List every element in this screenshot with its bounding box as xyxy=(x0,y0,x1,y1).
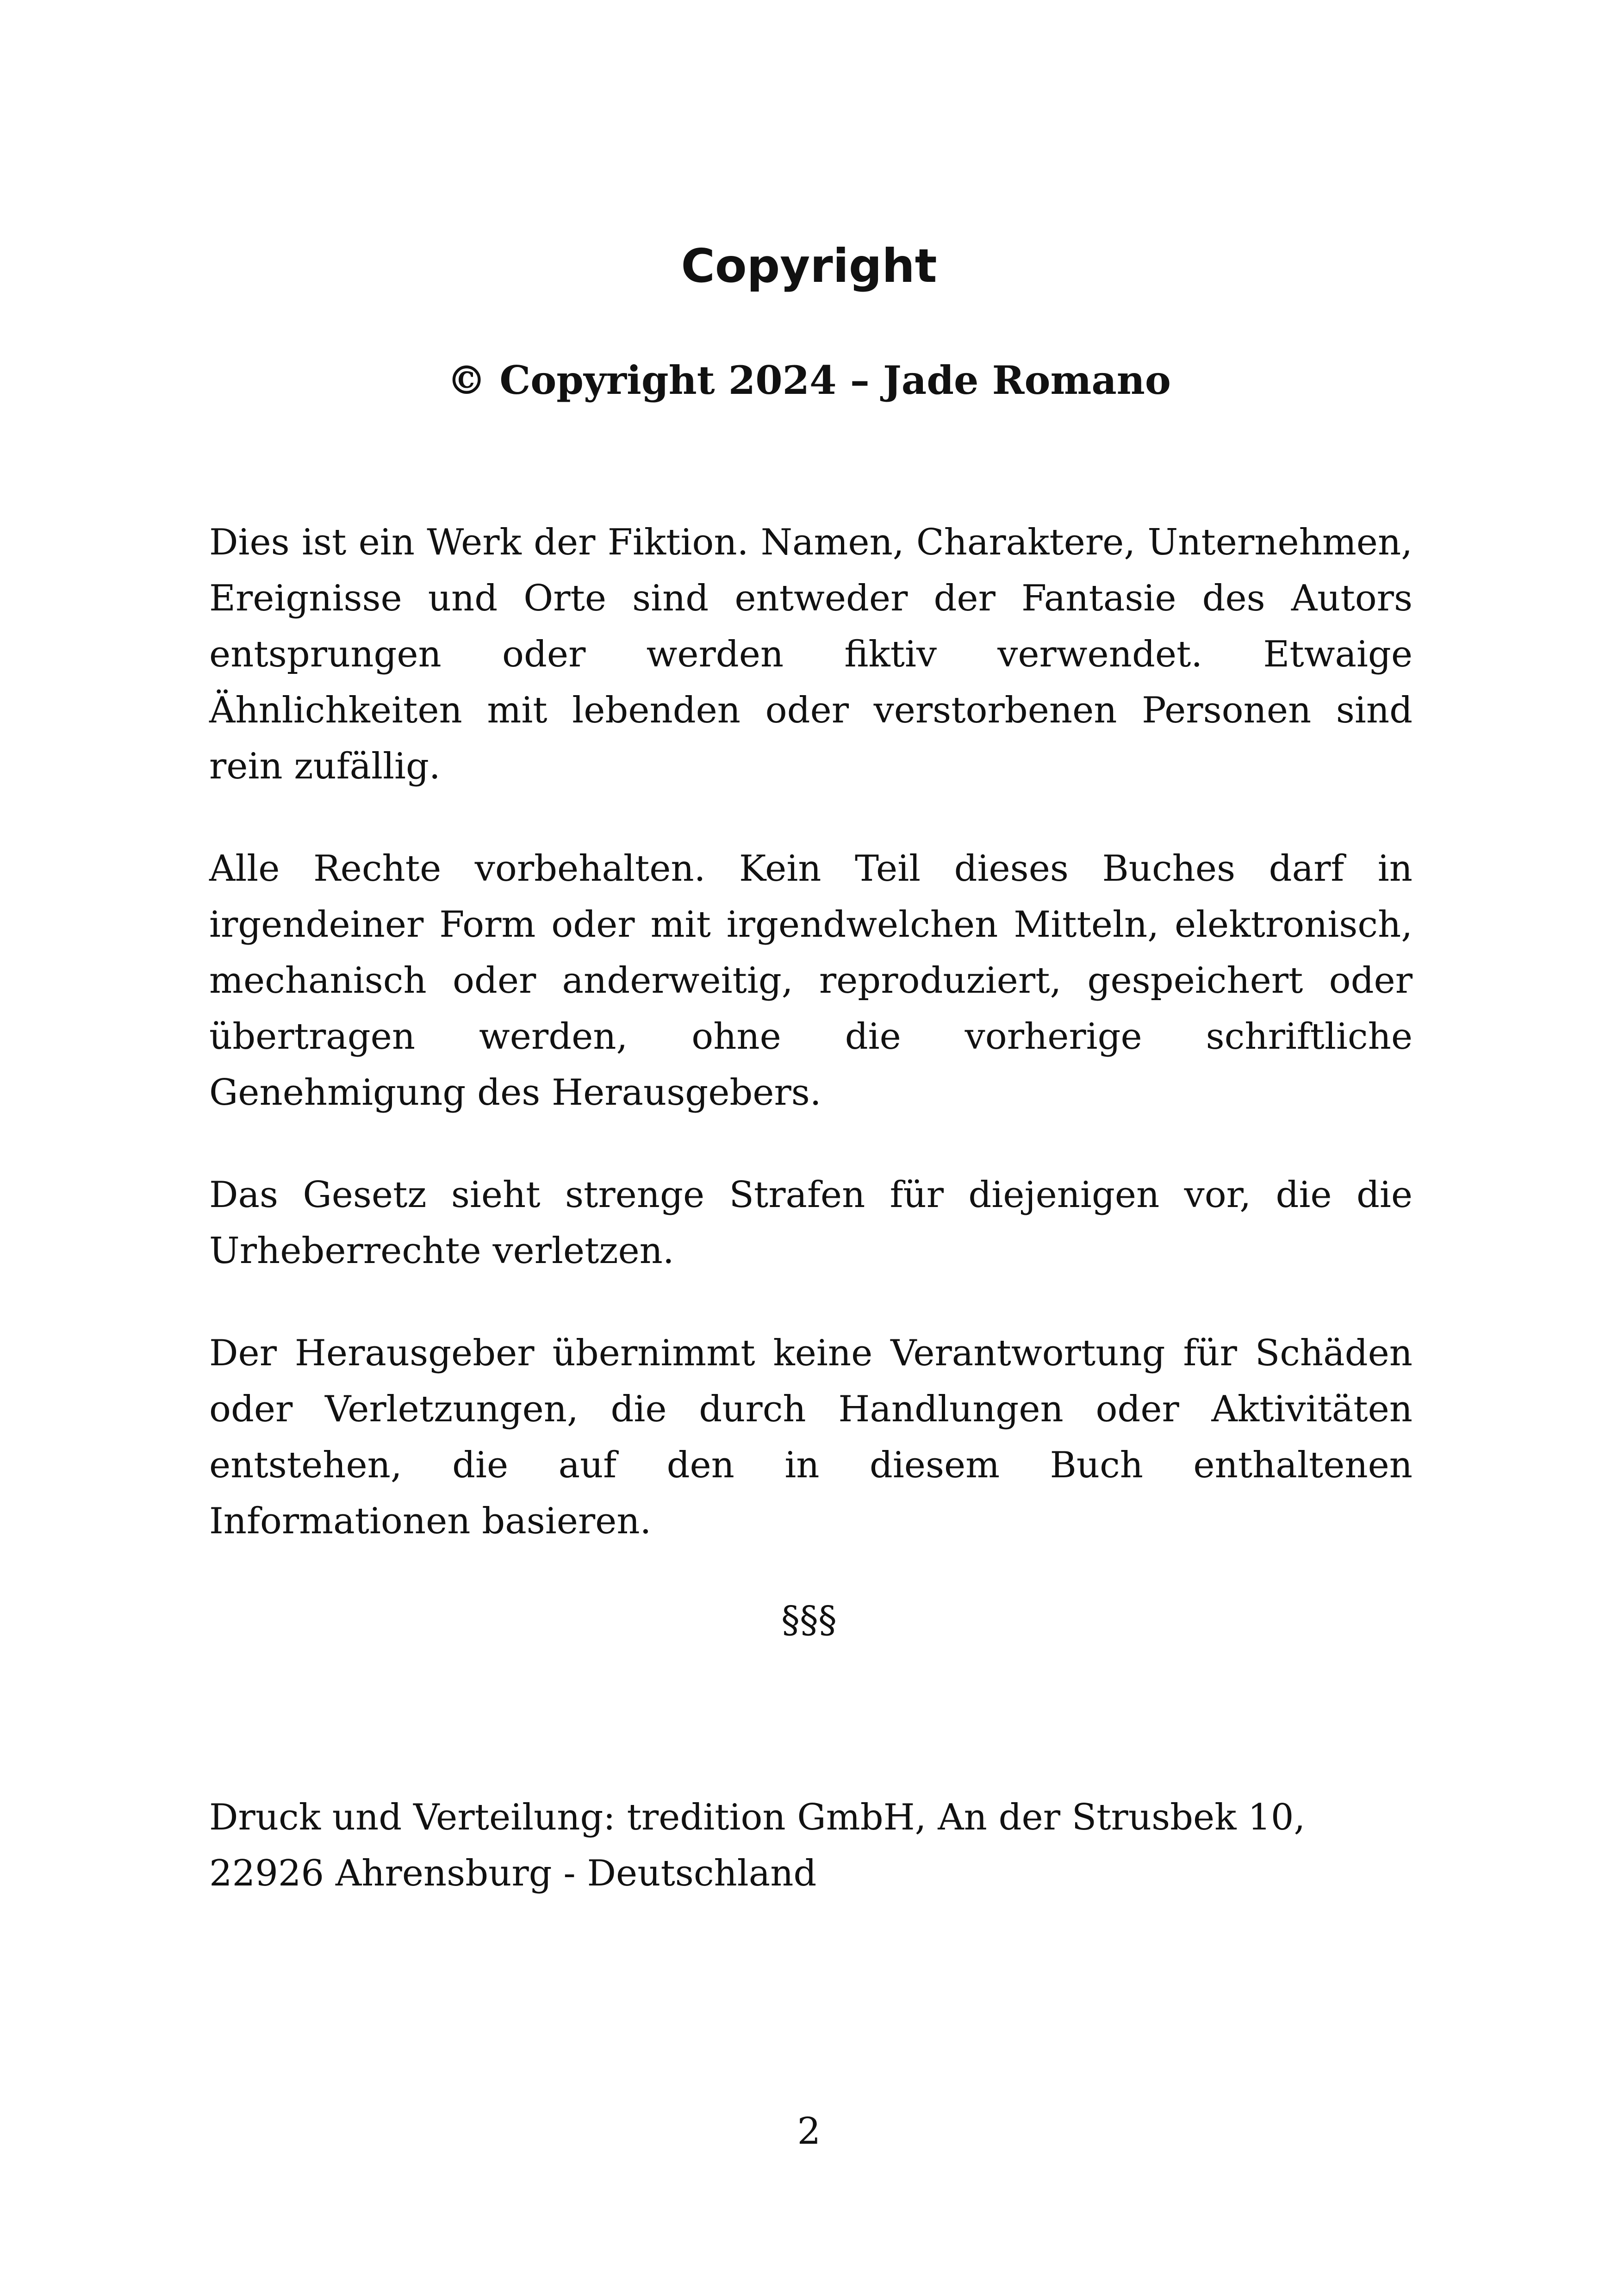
body-text xyxy=(209,515,1413,1596)
page-number: 2 xyxy=(797,2109,821,2153)
paragraph-fiction-disclaimer: Dies ist ein Werk der Fiktion. Namen, Charaktere, Unternehmen, Ereignisse und Orte sind entweder der Fantasie des Autors entsprungen oder werden fiktiv verwendet. Etwaige Ähnlichkeiten mit lebenden oder verstorbenen Personen sind rein zufällig. xyxy=(209,522,1413,787)
page-title: Copyright xyxy=(681,239,937,293)
copyright-notice: © Copyright 2024 – Jade Romano xyxy=(447,357,1171,403)
publisher-info: Druck und Verteilung: tredition GmbH, An der Strusbek 10, 22926 Ahrensburg - Deutschland xyxy=(209,1797,1306,1894)
paragraph-rights-reserved: Alle Rechte vorbehalten. Kein Teil dieses Buches darf in irgendeiner Form oder mit irgendwelchen Mitteln, elektronisch, mechanisch oder anderweitig, reproduziert, gespeichert oder übertragen werden, ohne die vorherige schriftliche Genehmigung des Herausgebers. xyxy=(209,848,1413,1114)
paragraph-liability-disclaimer: Der Herausgeber übernimmt keine Verantwortung für Schäden oder Verletzungen, die durch Handlungen oder Aktivitäten entstehen, die auf den in diesem Buch enthaltenen Informationen basieren. xyxy=(209,1332,1413,1542)
section-divider: §§§ xyxy=(781,1598,837,1641)
paragraph-law-penalties: Das Gesetz sieht strenge Strafen für diejenigen vor, die die Urheberrechte verletzen. xyxy=(209,1174,1413,1272)
